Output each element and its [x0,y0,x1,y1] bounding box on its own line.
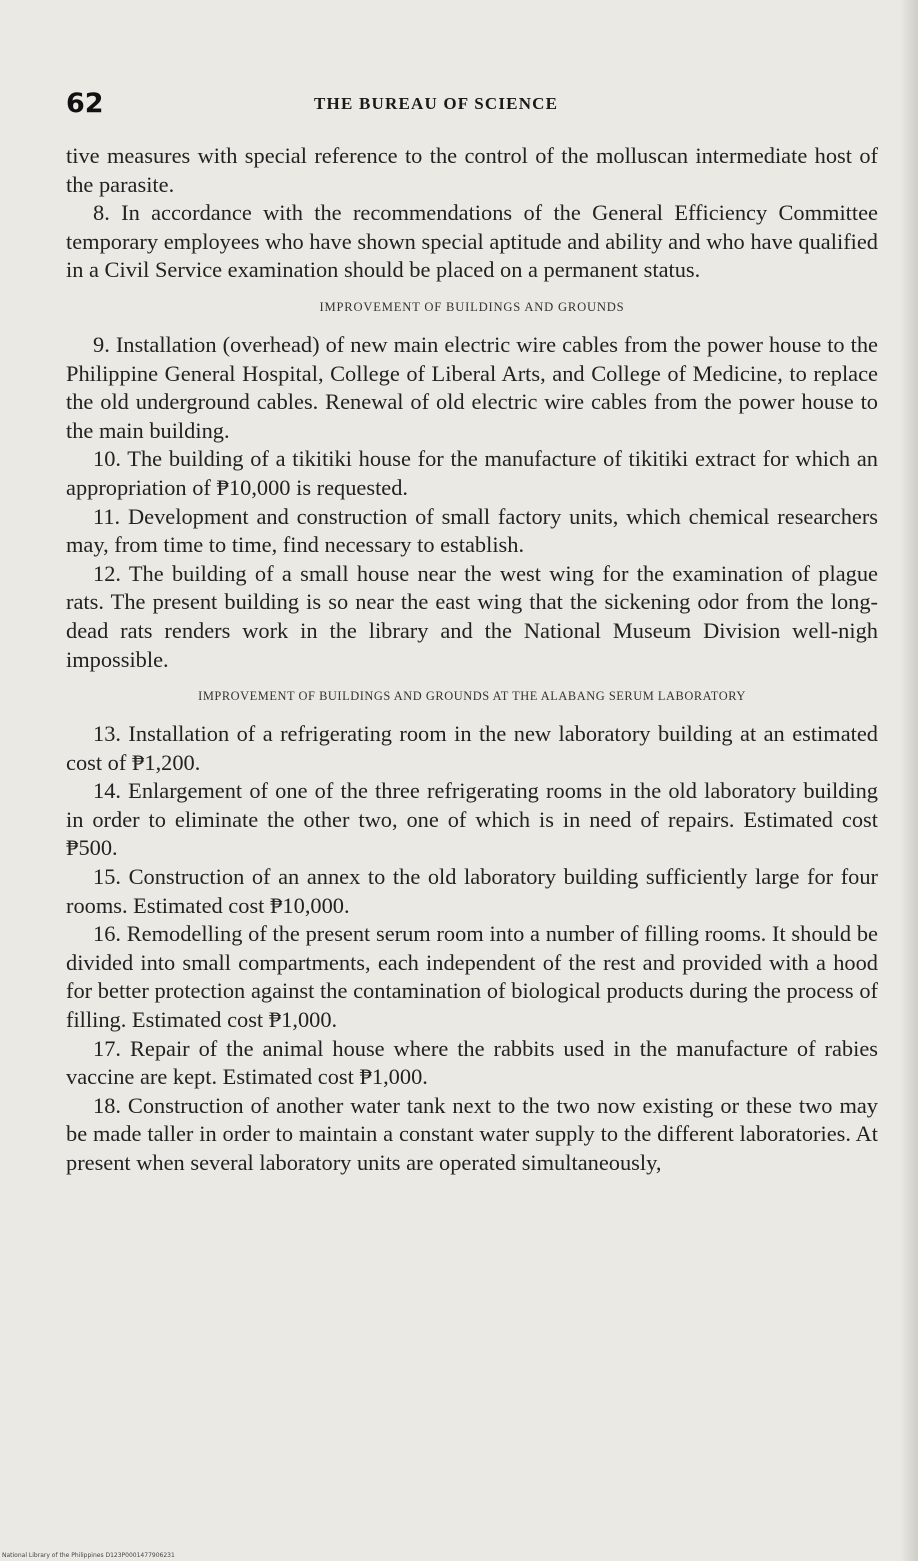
paragraph-12: 12. The building of a small house near the west wing for the examination of plague rats. The present building is so near the east wing that the sickening odor from the long-dead rats renders work in the library and the National Museum Division well-nigh impossible. [66,560,878,672]
paragraph-16: 16. Remodelling of the present serum room into a number of filling rooms. It should be divided into small compartments, each independent of the rest and provided with a hood for better protection against the contamination of biological products during the process of filling. Estimated cost ₱1,000. [66,921,878,1033]
paragraph-11: 11. Development and construction of small factory units, which chemical researchers may, from time to time, find necessary to establish. [66,503,878,558]
paragraph-13: 13. Installation of a refrigerating room in the new laboratory building at an estimated cost of ₱1,200. [66,721,878,775]
paragraph-continued: tive measures with special reference to the control of the molluscan intermediate host of the parasite. [66,143,878,197]
running-head: THE BUREAU OF SCIENCE [314,94,559,113]
paragraph-14: 14. Enlargement of one of the three refrigerating rooms in the old laboratory building in order to eliminate the other two, one of which is in need of repairs. Estimated cost ₱500. [66,778,878,861]
scan-credit: National Library of the Philippines D123P0001477906231 [2,1552,175,1559]
page-header [66,88,856,124]
paragraph-10: 10. The building of a tikitiki house for the manufacture of tikitiki extract for which an appropriation of ₱10,000 is requested. [66,446,878,500]
section-heading-buildings: IMPROVEMENT OF BUILDINGS AND GROUNDS [319,299,625,314]
page-edge-shadow [900,0,918,1561]
paragraph-15: 15. Construction of an annex to the old laboratory building sufficiently large for four rooms. Estimated cost ₱10,000. [66,864,878,918]
paragraph-18: 18. Construction of another water tank next to the two now existing or these two may be made taller in order to maintain a constant water supply to the different laboratories. At present when several laboratory units are operated simultaneously, [66,1092,878,1175]
paragraph-17: 17. Repair of the animal house where the rabbits used in the manufacture of rabies vaccine are kept. Estimated cost ₱1,000. [66,1035,878,1090]
paragraph-9: 9. Installation (overhead) of new main electric wire cables from the power house to the Philippine General Hospital, College of Liberal Arts, and College of Medicine, to replace the old underground cables. Renewal of old electric wire cables from the power house to the main building. [66,331,878,443]
body-text [66,142,878,1178]
section-heading-alabang: IMPROVEMENT OF BUILDINGS AND GROUNDS AT THE ALABANG SERUM LABORATORY [198,689,746,704]
paragraph-8: 8. In accordance with the recommendations of the General Efficiency Committee temporary employees who have shown special aptitude and ability and who have qualified in a Civil Service examination should be placed on a permanent status. [66,200,878,283]
page-number: 62 [66,88,104,119]
